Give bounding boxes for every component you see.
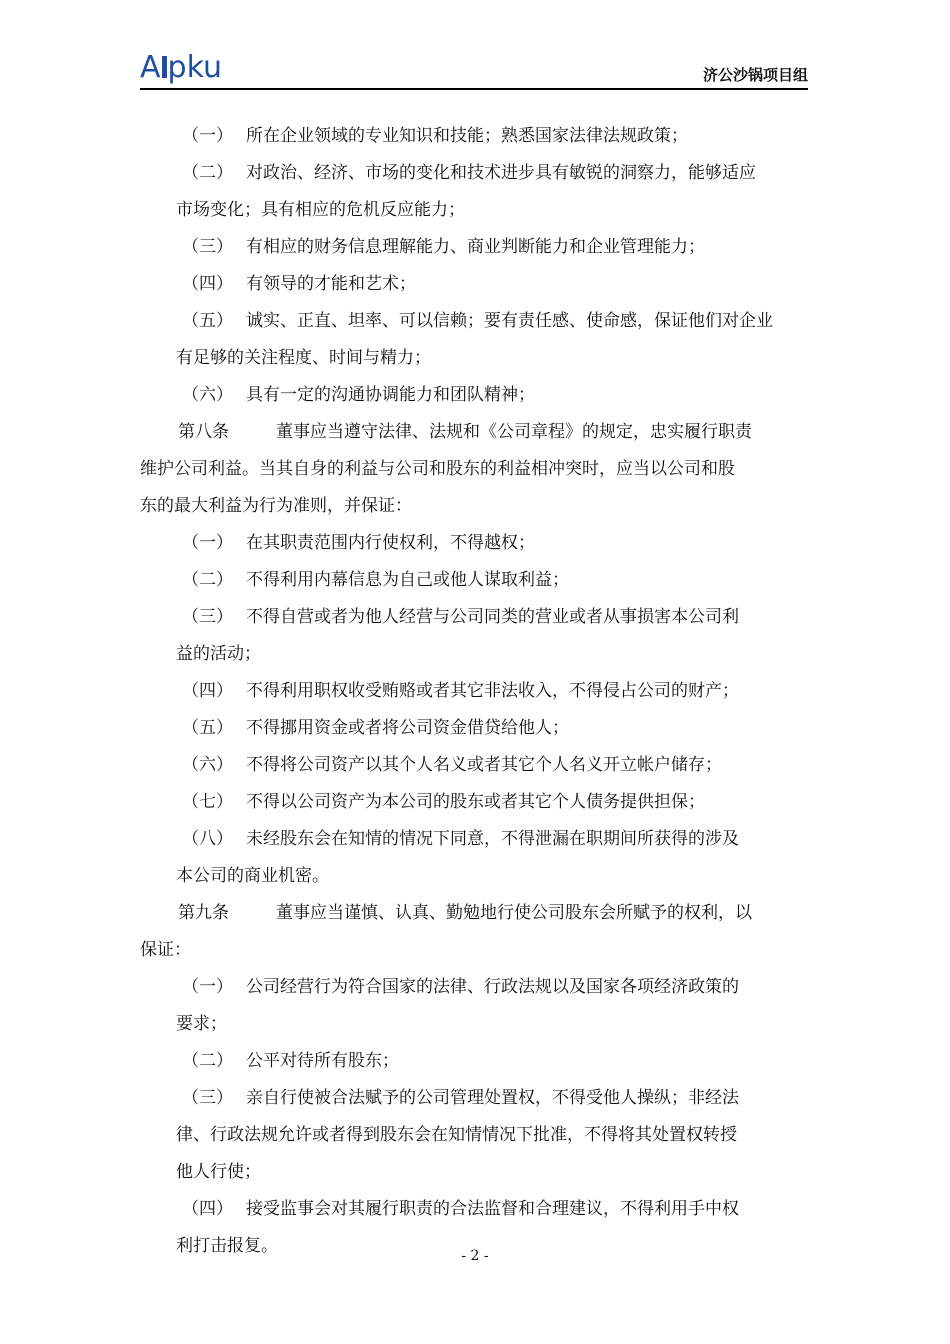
clause-line	[140, 747, 808, 784]
line-text: 接受监事会对其履行职责的合法监督和合理建议，不得利用手中权	[246, 1199, 739, 1219]
clause-number: （一）	[182, 126, 233, 146]
clause-number: （七）	[182, 792, 233, 812]
line-text: 有足够的关注程度、时间与精力；	[176, 348, 431, 368]
project-name: 济公沙锅项目组	[702, 66, 808, 84]
article-number: 第九条	[178, 903, 229, 923]
clause-number: （五）	[182, 718, 233, 738]
line-text: 不得利用内幕信息为自己或他人谋取利益；	[246, 570, 569, 590]
line-text: 公平对待所有股东；	[246, 1051, 399, 1071]
article-line	[140, 414, 808, 451]
clause-number: （一）	[182, 977, 233, 997]
line-text: 东的最大利益为行为准则，并保证：	[140, 496, 412, 516]
clause-number: （二）	[182, 570, 233, 590]
text-line	[140, 340, 808, 377]
clause-line	[140, 599, 808, 636]
text-line	[140, 1154, 808, 1191]
text-line	[140, 1117, 808, 1154]
clause-line	[140, 969, 808, 1006]
line-text: 律、行政法规允许或者得到股东会在知情情况下批准，不得将其处置权转授	[176, 1125, 737, 1145]
clause-number: （三）	[182, 237, 233, 257]
clause-line	[140, 1191, 808, 1228]
clause-number: （二）	[182, 163, 233, 183]
text-line	[140, 932, 808, 969]
line-text: 有相应的财务信息理解能力、商业判断能力和企业管理能力；	[246, 237, 705, 257]
line-text: 保证：	[140, 940, 191, 960]
clause-number: （六）	[182, 755, 233, 775]
line-text: 公司经营行为符合国家的法律、行政法规以及国家各项经济政策的	[246, 977, 739, 997]
line-text: 利打击报复。	[176, 1236, 278, 1256]
company-logo: A pku	[140, 50, 223, 85]
line-text: 不得以公司资产为本公司的股东或者其它个人债务提供担保；	[246, 792, 705, 812]
clause-line	[140, 377, 808, 414]
clause-number: （三）	[182, 1088, 233, 1108]
clause-line	[140, 266, 808, 303]
line-text: 益的活动；	[176, 644, 261, 664]
article-line	[140, 895, 808, 932]
clause-line	[140, 562, 808, 599]
line-text: 亲自行使被合法赋予的公司管理处置权，不得受他人操纵；非经法	[246, 1088, 739, 1108]
line-text: 对政治、经济、市场的变化和技术进步具有敏锐的洞察力，能够适应	[246, 163, 756, 183]
line-text: 本公司的商业机密。	[176, 866, 329, 886]
clause-number: （一）	[182, 533, 233, 553]
line-text: 在其职责范围内行使权利，不得越权；	[246, 533, 535, 553]
line-text: 不得自营或者为他人经营与公司同类的营业或者从事损害本公司利	[246, 607, 739, 627]
clause-line	[140, 118, 808, 155]
clause-line	[140, 673, 808, 710]
page-header	[140, 52, 808, 88]
clause-line	[140, 303, 808, 340]
line-text: 市场变化；具有相应的危机反应能力；	[176, 200, 465, 220]
header-rule	[140, 88, 808, 90]
clause-number: （六）	[182, 385, 233, 405]
line-text: 维护公司利益。当其自身的利益与公司和股东的利益相冲突时，应当以公司和股	[140, 459, 735, 479]
clause-line	[140, 229, 808, 266]
line-text: 所在企业领域的专业知识和技能；熟悉国家法律法规政策；	[246, 126, 688, 146]
clause-line	[140, 1080, 808, 1117]
page-number: - 2 -	[461, 1248, 489, 1264]
clause-number: （四）	[182, 274, 233, 294]
text-line	[140, 858, 808, 895]
clause-line	[140, 784, 808, 821]
clause-number: （四）	[182, 681, 233, 701]
clause-line	[140, 155, 808, 192]
text-line	[140, 451, 808, 488]
line-text: 他人行使；	[176, 1162, 261, 1182]
document-body	[140, 118, 808, 1265]
text-line	[140, 636, 808, 673]
text-line	[140, 192, 808, 229]
text-line	[140, 1006, 808, 1043]
clause-number: （四）	[182, 1199, 233, 1219]
clause-line	[140, 710, 808, 747]
line-text: 有领导的才能和艺术；	[246, 274, 416, 294]
line-text: 不得利用职权收受贿赂或者其它非法收入，不得侵占公司的财产；	[246, 681, 739, 701]
clause-number: （八）	[182, 829, 233, 849]
line-text: 要求；	[176, 1014, 227, 1034]
clause-number: （二）	[182, 1051, 233, 1071]
text-line	[140, 488, 808, 525]
line-text: 董事应当遵守法律、法规和《公司章程》的规定，忠实履行职责	[276, 422, 752, 442]
line-text: 诚实、正直、坦率、可以信赖；要有责任感、使命感，保证他们对企业	[246, 311, 773, 331]
line-text: 不得挪用资金或者将公司资金借贷给他人；	[246, 718, 569, 738]
clause-number: （三）	[182, 607, 233, 627]
line-text: 具有一定的沟通协调能力和团队精神；	[246, 385, 535, 405]
line-text: 董事应当谨慎、认真、勤勉地行使公司股东会所赋予的权利，以	[276, 903, 752, 923]
line-text: 不得将公司资产以其个人名义或者其它个人名义开立帐户储存；	[246, 755, 722, 775]
clause-line	[140, 821, 808, 858]
article-number: 第八条	[178, 422, 229, 442]
clause-number: （五）	[182, 311, 233, 331]
clause-line	[140, 525, 808, 562]
line-text: 未经股东会在知情的情况下同意，不得泄漏在职期间所获得的涉及	[246, 829, 739, 849]
clause-line	[140, 1043, 808, 1080]
